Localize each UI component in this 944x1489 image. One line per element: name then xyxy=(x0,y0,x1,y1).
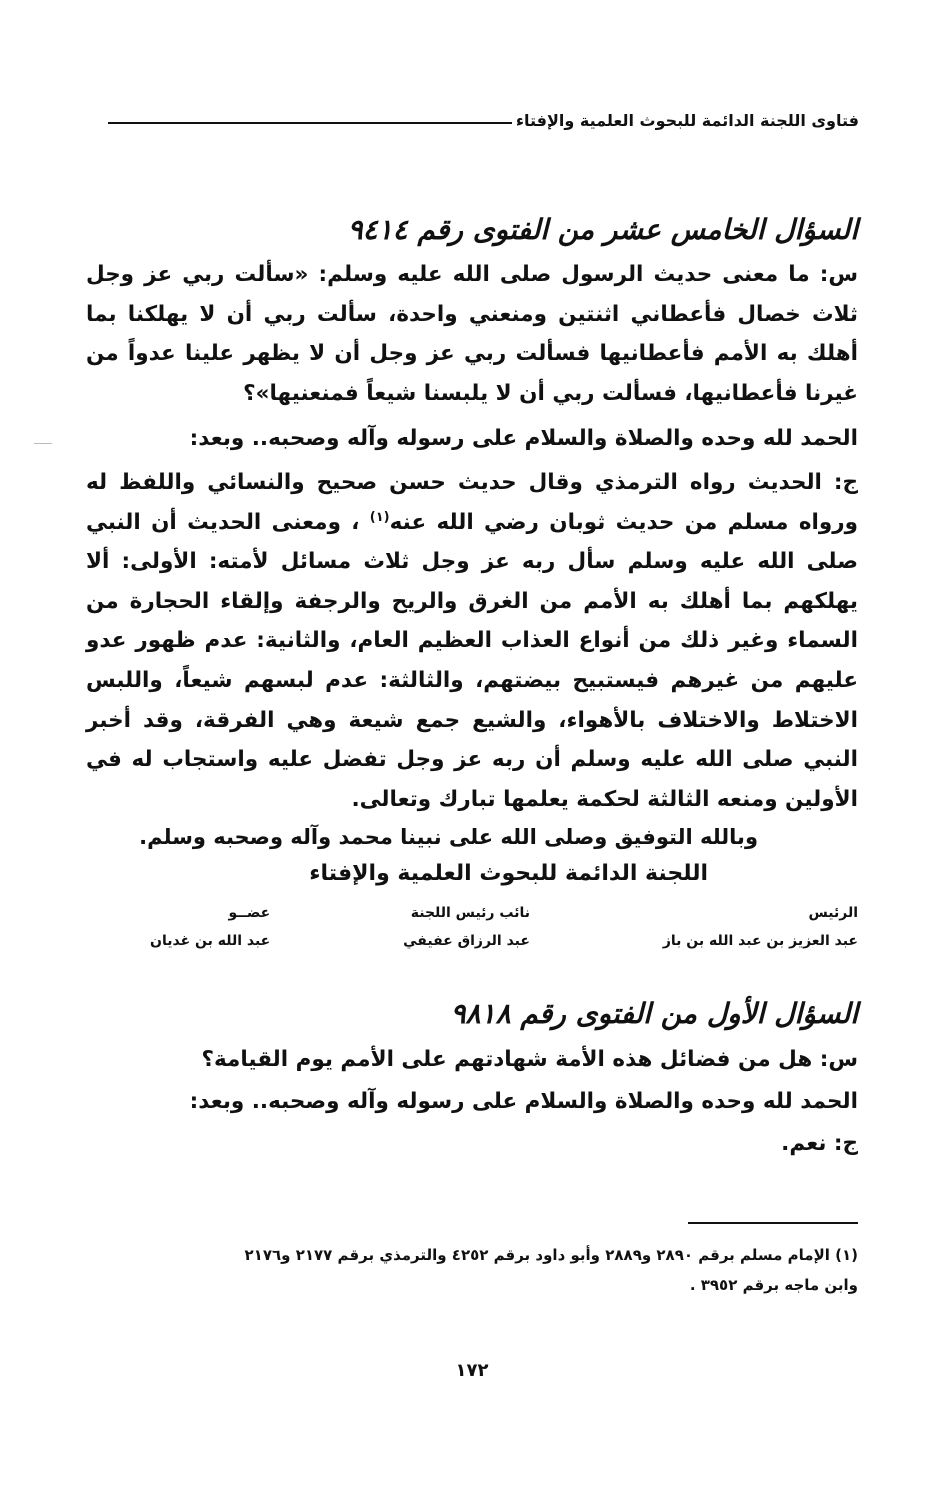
page-content xyxy=(86,205,858,1165)
praise-text: الحمد لله وحده والصلاة والسلام على رسوله وآله وصحبه.. وبعد: xyxy=(189,426,858,452)
fatwa-9818 xyxy=(86,989,858,1165)
signatory-name: عبد الرزاق عفيفي xyxy=(403,933,530,950)
page-number: ١٧٢ xyxy=(455,1360,489,1381)
margin-mark xyxy=(34,443,52,444)
footnote-rule xyxy=(688,1222,858,1224)
footnote-line: (١) الإمام مسلم برقم ٢٨٩٠ و٢٨٨٩ وأبو داود برقم ٤٢٥٢ والترمذي برقم ٢١٧٧ و٢١٧٦ xyxy=(244,1246,858,1264)
signatory-president xyxy=(663,899,858,955)
praise-text: الحمد لله وحده والصلاة والسلام على رسوله وآله وصحبه.. وبعد: xyxy=(189,1089,858,1115)
running-header xyxy=(108,96,859,130)
footnote-line: وابن ماجه برقم ٣٩٥٢ . xyxy=(689,1276,858,1294)
fatwa-title: السؤال الأول من الفتوى رقم ٩٨١٨ xyxy=(450,997,858,1031)
running-title: فتاوى اللجنة الدائمة للبحوث العلمية والإفتاء xyxy=(515,111,859,130)
answer-part-1: ج: الحديث رواه الترمذي وقال حديث حسن صحيح والنسائي واللفظ له ورواه مسلم من حديث ثوبان رضي الله عنه xyxy=(86,469,858,535)
signatory-role: الرئيس xyxy=(808,905,858,922)
footnote-reference[interactable]: (١) xyxy=(369,509,390,525)
signatory-deputy xyxy=(403,899,530,955)
footnote xyxy=(158,1240,858,1300)
signatory-name: عبد العزيز بن عبد الله بن باز xyxy=(662,933,858,950)
answer-text: ج: نعم. xyxy=(781,1131,858,1157)
answer-text xyxy=(86,463,858,819)
fatwa-9414 xyxy=(86,205,858,955)
closing-formula: وبالله التوفيق وصلى الله على نبينا محمد وآله وصحبه وسلم. xyxy=(139,825,758,850)
question-text: س: ما معنى حديث الرسول صلى الله عليه وسلم: «سألت ربي عز وجل ثلاث خصال فأعطاني اثنتين ومنعني واحدة، سألت ربي أن لا يهلكنا بما أهلك به الأمم فأعطانيها فسألت ربي عز وجل أن لا يظهر علينا عدواً من غيرنا فأعطانيها، فسألت ربي أن لا يلبسنا شيعاً فمنعنيها»؟ xyxy=(86,262,858,406)
committee-name: اللجنة الدائمة للبحوث العلمية والإفتاء xyxy=(309,861,708,887)
question-text: س: هل من فضائل هذه الأمة شهادتهم على الأمم يوم القيامة؟ xyxy=(201,1047,858,1073)
signatory-name: عبد الله بن غديان xyxy=(150,933,271,950)
answer-part-2: ، ومعنى الحديث أن النبي صلى الله عليه وسلم سأل ربه عز وجل ثلاث مسائل لأمته: الأولى: ألا يهلكهم بما أهلك به الأمم من الغرق والريح والرجفة وإلقاء الحجارة من السماء وغير ذلك من أنواع العذاب العظيم العام، والثانية: عدم ظهور عدو عليهم من غيرهم فيستبيح بيضتهم، والثالثة: عدم لبسهم شيعاً، واللبس الاختلاط والاختلاف بالأهواء، والشيع جمع شيعة وهي الفرقة، وقد أخبر النبي صلى الله عليه وسلم أن ربه عز وجل تفضل عليه واستجاب له في الأولين ومنعه الثالثة لحكمة يعلمها تبارك وتعالى. xyxy=(86,509,858,812)
signatory-member xyxy=(150,899,270,955)
fatwa-title: السؤال الخامس عشر من الفتوى رقم ٩٤١٤ xyxy=(347,213,858,246)
signatory-role: عضــو xyxy=(228,905,271,922)
signatory-role: نائب رئيس اللجنة xyxy=(410,905,530,922)
signatures xyxy=(86,899,858,955)
header-rule xyxy=(108,122,512,124)
